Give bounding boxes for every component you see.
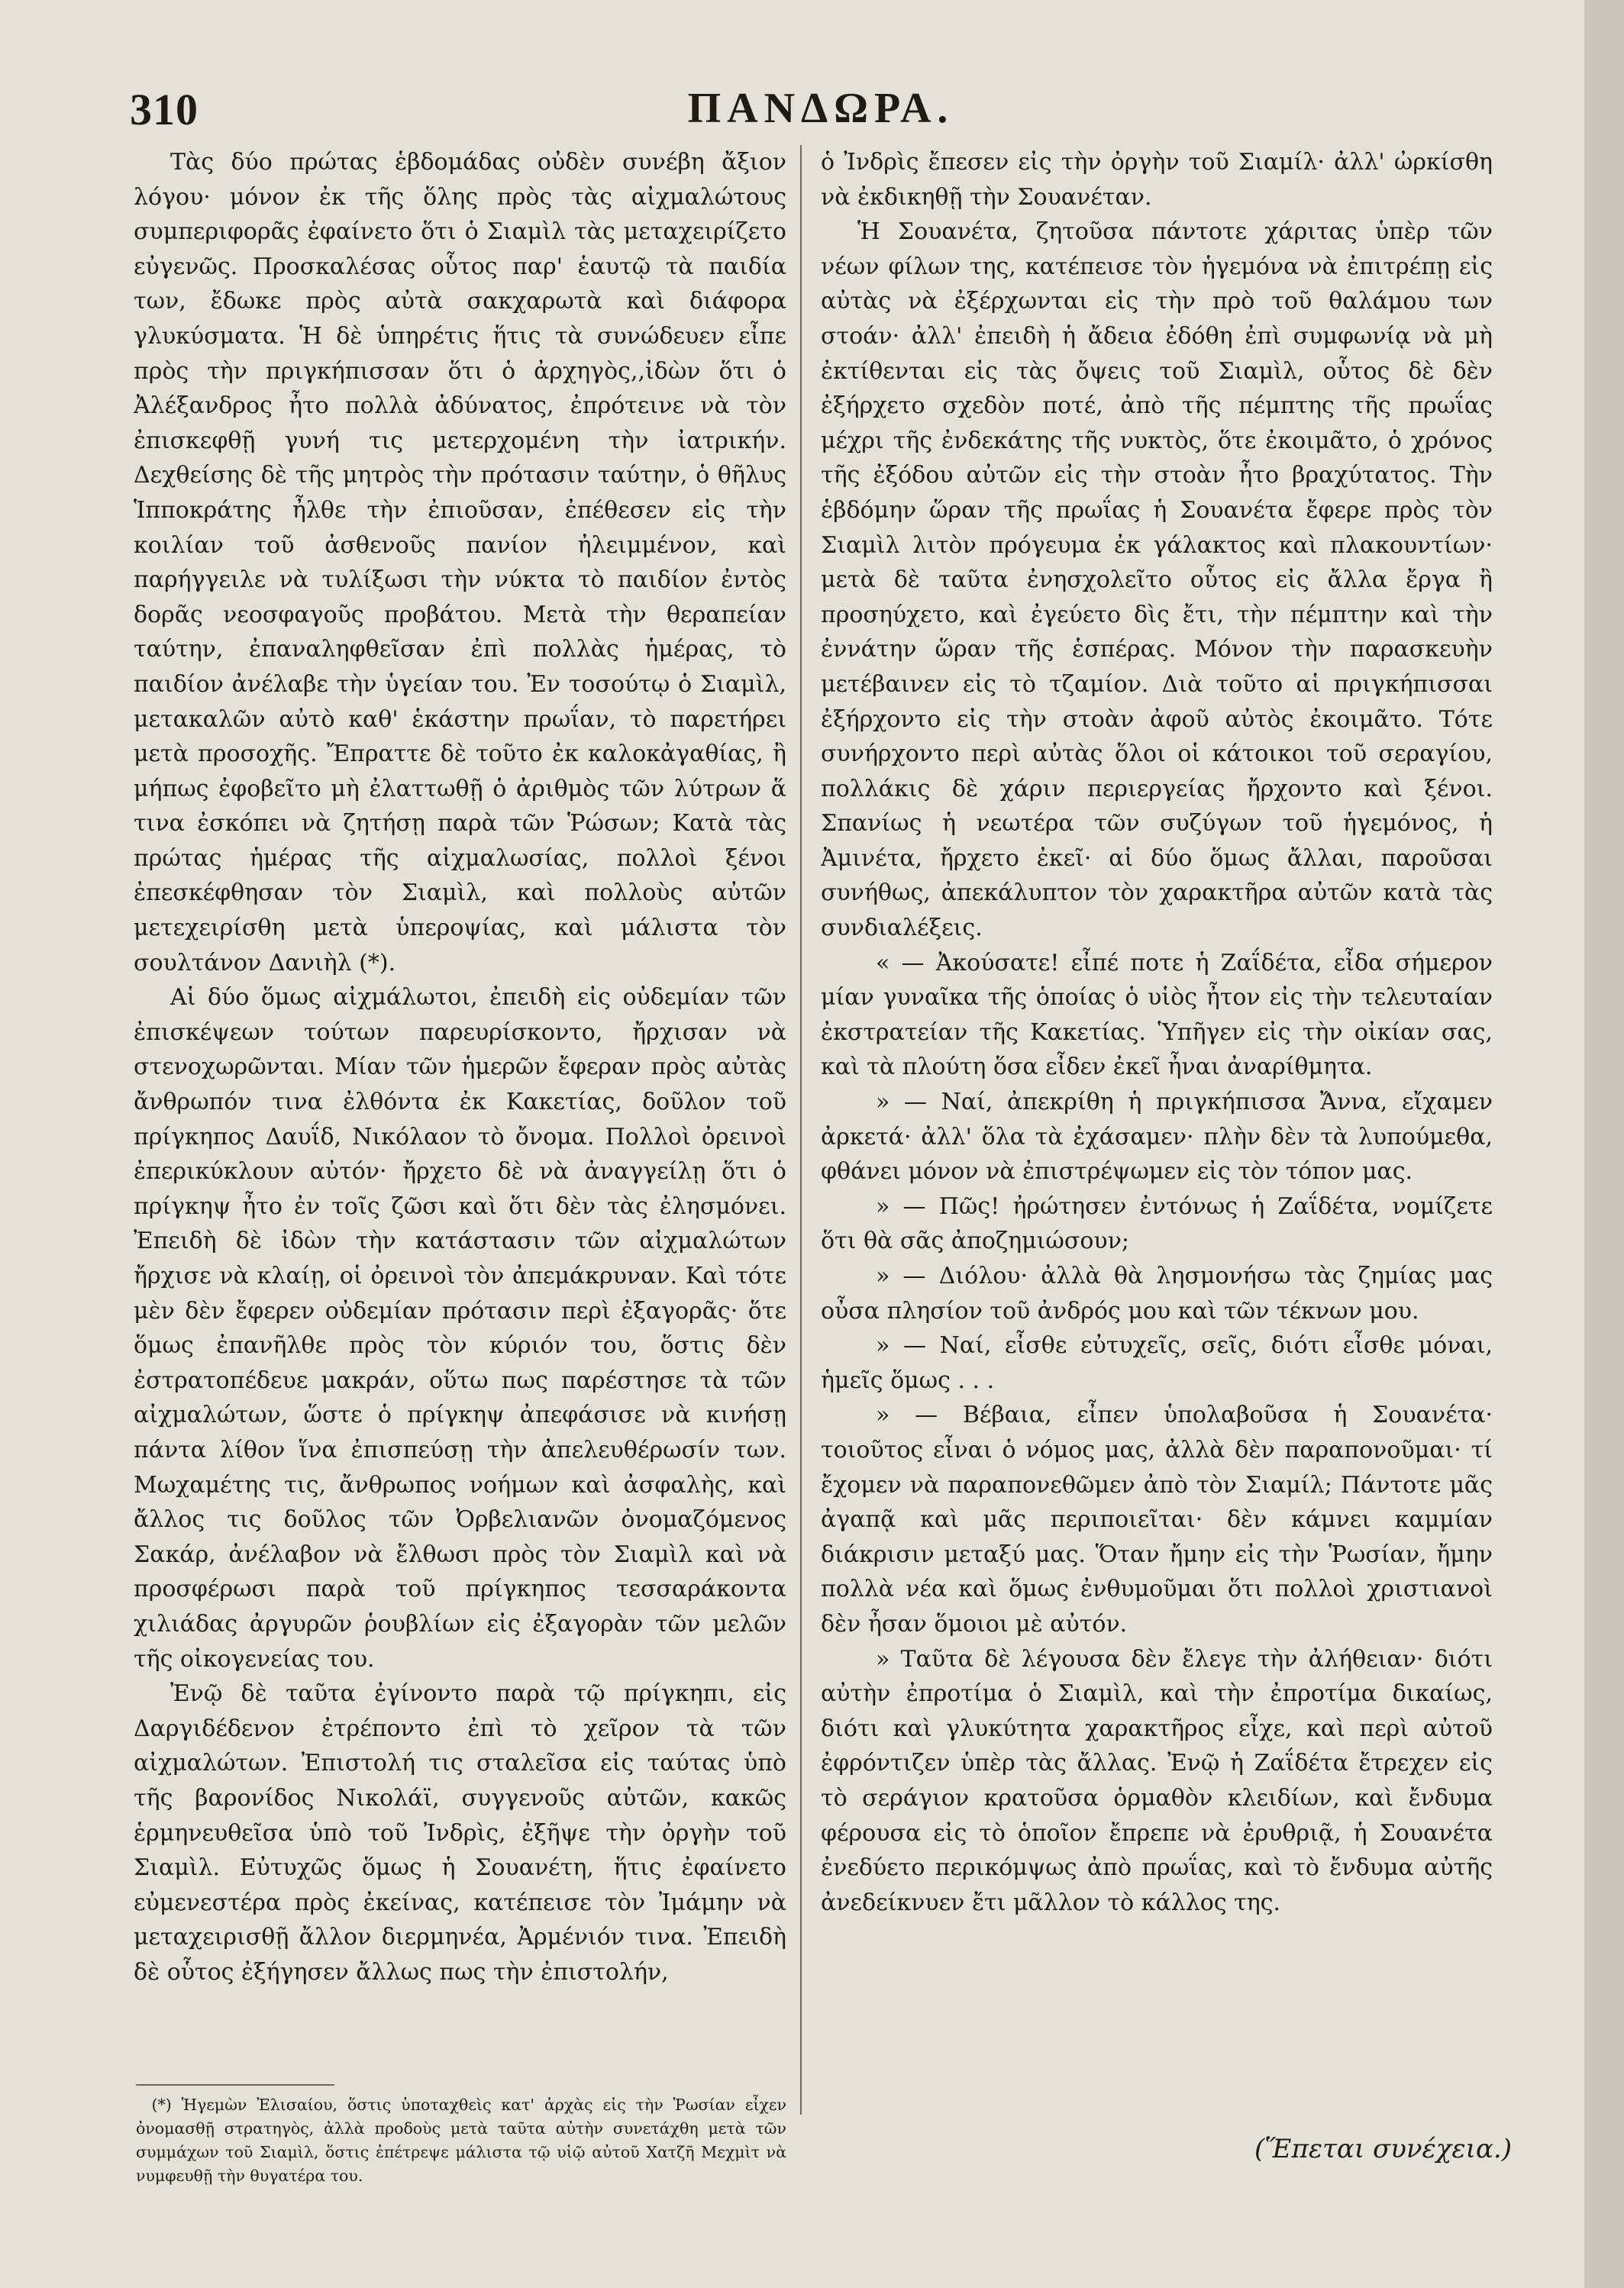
paragraph: ὁ Ἰνδρὶς ἔπεσεν εἰς τὴν ὀργὴν τοῦ Σιαμίλ· ἀλλ' ὠρκίσθη νὰ ἐκδικηθῇ τὴν Σουανέταν.: [821, 149, 1493, 211]
paragraph: Τὰς δύο πρώτας ἑβδομάδας οὐδὲν συνέβη ἄξιον λόγου· μόνον ἐκ τῆς ὅλης πρὸς τὰς αἰχμαλώτους συμπεριφορᾶς ἐφαίνετο ὅτι ὁ Σιαμὶλ τὰς μεταχειρίζετο εὐγενῶς. Προσκαλέσας οὗτος παρ' ἑαυτῷ τὰ παιδία των, ἔδωκε πρὸς αὐτὰ σακχαρωτὰ καὶ διάφορα γλυκύσματα. Ἡ δὲ ὑπηρέτις ἥτις τὰ συνώδευεν εἶπε πρὸς τὴν πριγκήπισσαν ὅτι ὁ ἀρχηγὸς,,ἰδὼν ὅτι ὁ Ἀλέξανδρος ἦτο πολλὰ ἀδύνατος, ἐπρότεινε νὰ τὸν ἐπισκεφθῇ γυνή τις μετερχομένη τὴν ἰατρικήν. Δεχθείσης δὲ τῆς μητρὸς τὴν πρότασιν ταύτην, ὁ θῆλυς Ἱπποκράτης ἦλθε τὴν ἐπιοῦσαν, ἐπέθεσεν εἰς τὴν κοιλίαν τοῦ ἀσθενοῦς πανίον ἠλειμμένον, καὶ παρήγγειλε νὰ τυλίξωσι τὴν νύκτα τὸ παιδίον ἐντὸς δορᾶς νεοσφαγοῦς προβάτου. Μετὰ τὴν θεραπείαν ταύτην, ἐπαναληφθεῖσαν ἐπὶ πολλὰς ἡμέρας, τὸ παιδίον ἀνέλαβε τὴν ὑγείαν του. Ἐν τοσούτῳ ὁ Σιαμὶλ, μετακαλῶν αὐτὸ καθ' ἑκάστην πρωΐαν, τὸ παρετήρει μετὰ προσοχῆς. Ἔπραττε δὲ τοῦτο ἐκ καλοκἀγαθίας, ἢ μήπως ἐφοβεῖτο μὴ ἐλαττωθῇ ὁ ἀριθμὸς τῶν λύτρων ἅ τινα ἐσκόπει νὰ ζητήσῃ παρὰ τῶν Ῥώσων; Κατὰ τὰς πρώτας ἡμέρας τῆς αἰχμαλωσίας, πολλοὶ ξένοι ἐπεσκέφθησαν τὸν Σιαμὶλ, καὶ πολλοὺς αὐτῶν μετεχειρίσθη μετὰ ὑπεροψίας, καὶ μάλιστα τὸν σουλτάνον Δανιὴλ (*).: [134, 149, 786, 976]
column-divider: [800, 145, 802, 2115]
page-number: 310: [130, 85, 199, 134]
footnote-rule: [136, 2084, 334, 2086]
paragraph: Ἐνῷ δὲ ταῦτα ἐγίνοντο παρὰ τῷ πρίγκηπι, εἰς Δαργιδέδενον ἐτρέποντο ἐπὶ τὸ χεῖρον τὰ τῶν αἰχμαλώτων. Ἐπιστολή τις σταλεῖσα εἰς ταύτας ὑπὸ τῆς βαρονίδος Νικολάϊ, συγγενοῦς αὐτῶν, κακῶς ἑρμηνευθεῖσα ὑπὸ τοῦ Ἰνδρὶς, ἐξῆψε τὴν ὀργὴν τοῦ Σιαμὶλ. Εὐτυχῶς ὅμως ἡ Σουανέτη, ἥτις ἐφαίνετο εὐμενεστέρα πρὸς ἐκείνας, κατέπεισε τὸν Ἰμάμην νὰ μεταχειρισθῇ ἄλλον διερμηνέα, Ἀρμένιόν τινα. Ἐπειδὴ δὲ οὗτος ἐξήγησεν ἄλλως πως τὴν ἐπιστολήν,: [134, 1680, 786, 1986]
running-title: ΠΑΝΔΩΡΑ.: [687, 85, 954, 132]
footnote: [136, 2093, 786, 2188]
dialogue-line: » — Διόλου· ἀλλὰ θὰ λησμονήσω τὰς ζημίας μας οὖσα πλησίον τοῦ ἀνδρός μου καὶ τῶν τέκνων μου.: [821, 1263, 1493, 1325]
continued-note: (Ἕπεται συνέχεια.): [1254, 2134, 1512, 2164]
dialogue-line: » — Ναί, εἶσθε εὐτυχεῖς, σεῖς, διότι εἶσθε μόναι, ἡμεῖς ὅμως . . .: [821, 1332, 1493, 1394]
left-column: [134, 145, 786, 2168]
right-column: [821, 145, 1493, 2168]
dialogue-line: « — Ἀκούσατε! εἶπέ ποτε ἡ Ζαΐδέτα, εἶδα σήμερον μίαν γυναῖκα τῆς ὁποίας ὁ υἱὸς ἦτον εἰς τὴν τελευταίαν ἐκστρατείαν τῆς Κακετίας. Ὑπῆγεν εἰς τὴν οἰκίαν σας, καὶ τὰ πλούτη ὅσα εἶδεν ἐκεῖ ἦναι ἀναρίθμητα.: [821, 949, 1493, 1081]
dialogue-line: » — Πῶς! ἠρώτησεν ἐντόνως ἡ Ζαΐδέτα, νομίζετε ὅτι θὰ σᾶς ἀποζημιώσουν;: [821, 1192, 1493, 1255]
adjacent-page-edge: [1584, 0, 1624, 2288]
dialogue-line: » Ταῦτα δὲ λέγουσα δὲν ἔλεγε τὴν ἀλήθειαν· διότι αὐτὴν ἐπροτίμα ὁ Σιαμὶλ, καὶ τὴν ἐπροτίμα δικαίως, διότι καὶ γλυκύτητα χαρακτῆρος εἶχε, καὶ περὶ αὐτοῦ ἐφρόντιζεν ὑπὲρ τὰς ἄλλας. Ἐνῷ ἡ Ζαΐδέτα ἔτρεχεν εἰς τὸ σεράγιον κρατοῦσα ὁρμαθὸν κλειδίων, καὶ ἔνδυμα φέρουσα εἰς τὸ ὁποῖον ἔπρεπε νὰ ἐρυθριᾷ, ἡ Σουανέτα ἐνεδύετο περικόμψως ἀπὸ πρωΐας, καὶ τὸ ἔνδυμα αὐτῆς ἀνεδείκνυεν ἔτι μᾶλλον τὸ κάλλος της.: [821, 1645, 1493, 1916]
dialogue-line: » — Βέβαια, εἶπεν ὑπολαβοῦσα ἡ Σουανέτα· τοιοῦτος εἶναι ὁ νόμος μας, ἀλλὰ δὲν παραπονοῦμαι· τί ἔχομεν νὰ παραπονεθῶμεν ἀπὸ τὸν Σιαμίλ; Πάντοτε μᾶς ἀγαπᾷ καὶ μᾶς περιποιεῖται· δὲν κάμνει καμμίαν διάκρισιν μεταξύ μας. Ὅταν ἤμην εἰς τὴν Ῥωσίαν, ἤμην πολλὰ νέα καὶ ὅμως ἐνθυμοῦμαι ὅτι πολλοὶ χριστιανοὶ δὲν ἦσαν ὅμοιοι μὲ αὐτόν.: [821, 1402, 1493, 1638]
dialogue-line: » — Ναί, ἀπεκρίθη ἡ πριγκήπισσα Ἄννα, εἴχαμεν ἀρκετά· ἀλλ' ὅλα τὰ ἐχάσαμεν· πλὴν δὲν τὰ λυπούμεθα, φθάνει μόνον νὰ ἐπιστρέψωμεν εἰς τὸν τόπον μας.: [821, 1089, 1493, 1186]
page-header: [130, 84, 1512, 145]
paragraph: Αἱ δύο ὅμως αἰχμάλωτοι, ἐπειδὴ εἰς οὐδεμίαν τῶν ἐπισκέψεων τούτων παρευρίσκοντο, ἤρχισαν νὰ στενοχωρῶνται. Μίαν τῶν ἡμερῶν ἔφεραν πρὸς αὐτὰς ἄνθρωπόν τινα ἐλθόντα ἐκ Κακετίας, δοῦλον τοῦ πρίγκηπος Δαυΐδ, Νικόλαον τὸ ὄνομα. Πολλοὶ ὀρεινοὶ ἐπερικύκλουν αὐτόν· ἤρχετο δὲ νὰ ἀναγγείλῃ ὅτι ὁ πρίγκηψ ἦτο ἐν τοῖς ζῶσι καὶ ὅτι δὲν τὰς ἐλησμόνει. Ἐπειδὴ δὲ ἰδὼν τὴν κατάστασιν τῶν αἰχμαλώτων ἤρχισε νὰ κλαίῃ, οἱ ὀρεινοὶ τὸν ἀπεμάκρυναν. Καὶ τότε μὲν δὲν ἔφερεν οὐδεμίαν πρότασιν περὶ ἐξαγορᾶς· ὅτε ὅμως ἐπανῆλθε πρὸς τὸν κύριόν του, ὅστις δὲν ἐστρατοπέδευε μακράν, οὕτω πως παρέστησε τὰ τῶν αἰχμαλώτων, ὥστε ὁ πρίγκηψ ἀπεφάσισε νὰ κινήσῃ πάντα λίθον ἵνα ἐπισπεύσῃ τὴν ἀπελευθέρωσίν των. Μωχαμέτης τις, ἄνθρωπος νοήμων καὶ ἀσφαλὴς, καὶ ἄλλος τις δοῦλος τῶν Ὀρβελιανῶν ὀνομαζόμενος Σακάρ, ἀνέλαβον νὰ ἔλθωσι πρὸς τὸν Σιαμὶλ καὶ νὰ προσφέρωσι παρὰ τοῦ πρίγκηπος τεσσαράκοντα χιλιάδας ἀργυρῶν ῥουβλίων εἰς ἐξαγορὰν τῶν μελῶν τῆς οἰκογενείας του.: [134, 984, 786, 1673]
footnote-text: (*) Ἡγεμὼν Ἐλισαίου, ὅστις ὑποταχθεὶς κατ' ἀρχὰς εἰς τὴν Ῥωσίαν εἶχεν ὀνομασθῇ στρατηγὸς, ἀλλὰ προδοὺς μετὰ ταῦτα αὐτὴν συνετάχθη μετὰ τῶν συμμάχων τοῦ Σιαμὶλ, ὅστις ἐπέτρεψε μάλιστα τῷ υἱῷ αὐτοῦ Χατζῆ Μεχμὶτ νὰ νυμφευθῇ τὴν θυγατέρα του.: [136, 2096, 786, 2185]
paragraph: Ἡ Σουανέτα, ζητοῦσα πάντοτε χάριτας ὑπὲρ τῶν νέων φίλων της, κατέπεισε τὸν ἡγεμόνα νὰ ἐπιτρέπῃ εἰς αὐτὰς νὰ ἐξέρχωνται εἰς τὴν πρὸ τοῦ θαλάμου των στοάν· ἀλλ' ἐπειδὴ ἡ ἄδεια ἐδόθη ἐπὶ συμφωνίᾳ νὰ μὴ ἐκτίθενται εἰς τὰς ὄψεις τοῦ Σιαμὶλ, οὗτος δὲ δὲν ἐξήρχετο σχεδὸν ποτέ, ἀπὸ τῆς πέμπτης τῆς πρωΐας μέχρι τῆς ἐνδεκάτης τῆς νυκτὸς, ὅτε ἐκοιμᾶτο, ὁ χρόνος τῆς ἐξόδου αὐτῶν εἰς τὴν στοὰν ἦτο βραχύτατος. Τὴν ἑβδόμην ὥραν τῆς πρωΐας ἡ Σουανέτα ἔφερε πρὸς τὸν Σιαμὶλ λιτὸν πρόγευμα ἐκ γάλακτος καὶ πλακουντίων· μετὰ δὲ ταῦτα ἐνησχολεῖτο οὗτος εἰς ἄλλα ἔργα ἢ προσηύχετο, καὶ ἐγεύετο δὶς ἔτι, τὴν πέμπτην καὶ τὴν ἐννάτην ὥραν τῆς ἑσπέρας. Μόνον τὴν παρασκευὴν μετέβαινεν εἰς τὸ τζαμίον. Διὰ τοῦτο αἱ πριγκήπισσαι ἐξήρχοντο εἰς τὴν στοὰν ἀφοῦ αὐτὸς ἐκοιμᾶτο. Τότε συνήρχοντο περὶ αὐτὰς ὅλοι οἱ κάτοικοι τοῦ σεραγίου, πολλάκις δὲ χάριν περιεργείας ἤρχοντο καὶ ξένοι. Σπανίως ἡ νεωτέρα τῶν συζύγων τοῦ ἡγεμόνος, ἡ Ἀμινέτα, ἤρχετο ἐκεῖ· αἱ δύο ὅμως ἄλλαι, παροῦσαι συνήθως, ἀπεκάλυπτον τὸν χαρακτῆρα αὐτῶν κατὰ τὰς συνδιαλέξεις.: [821, 218, 1493, 942]
